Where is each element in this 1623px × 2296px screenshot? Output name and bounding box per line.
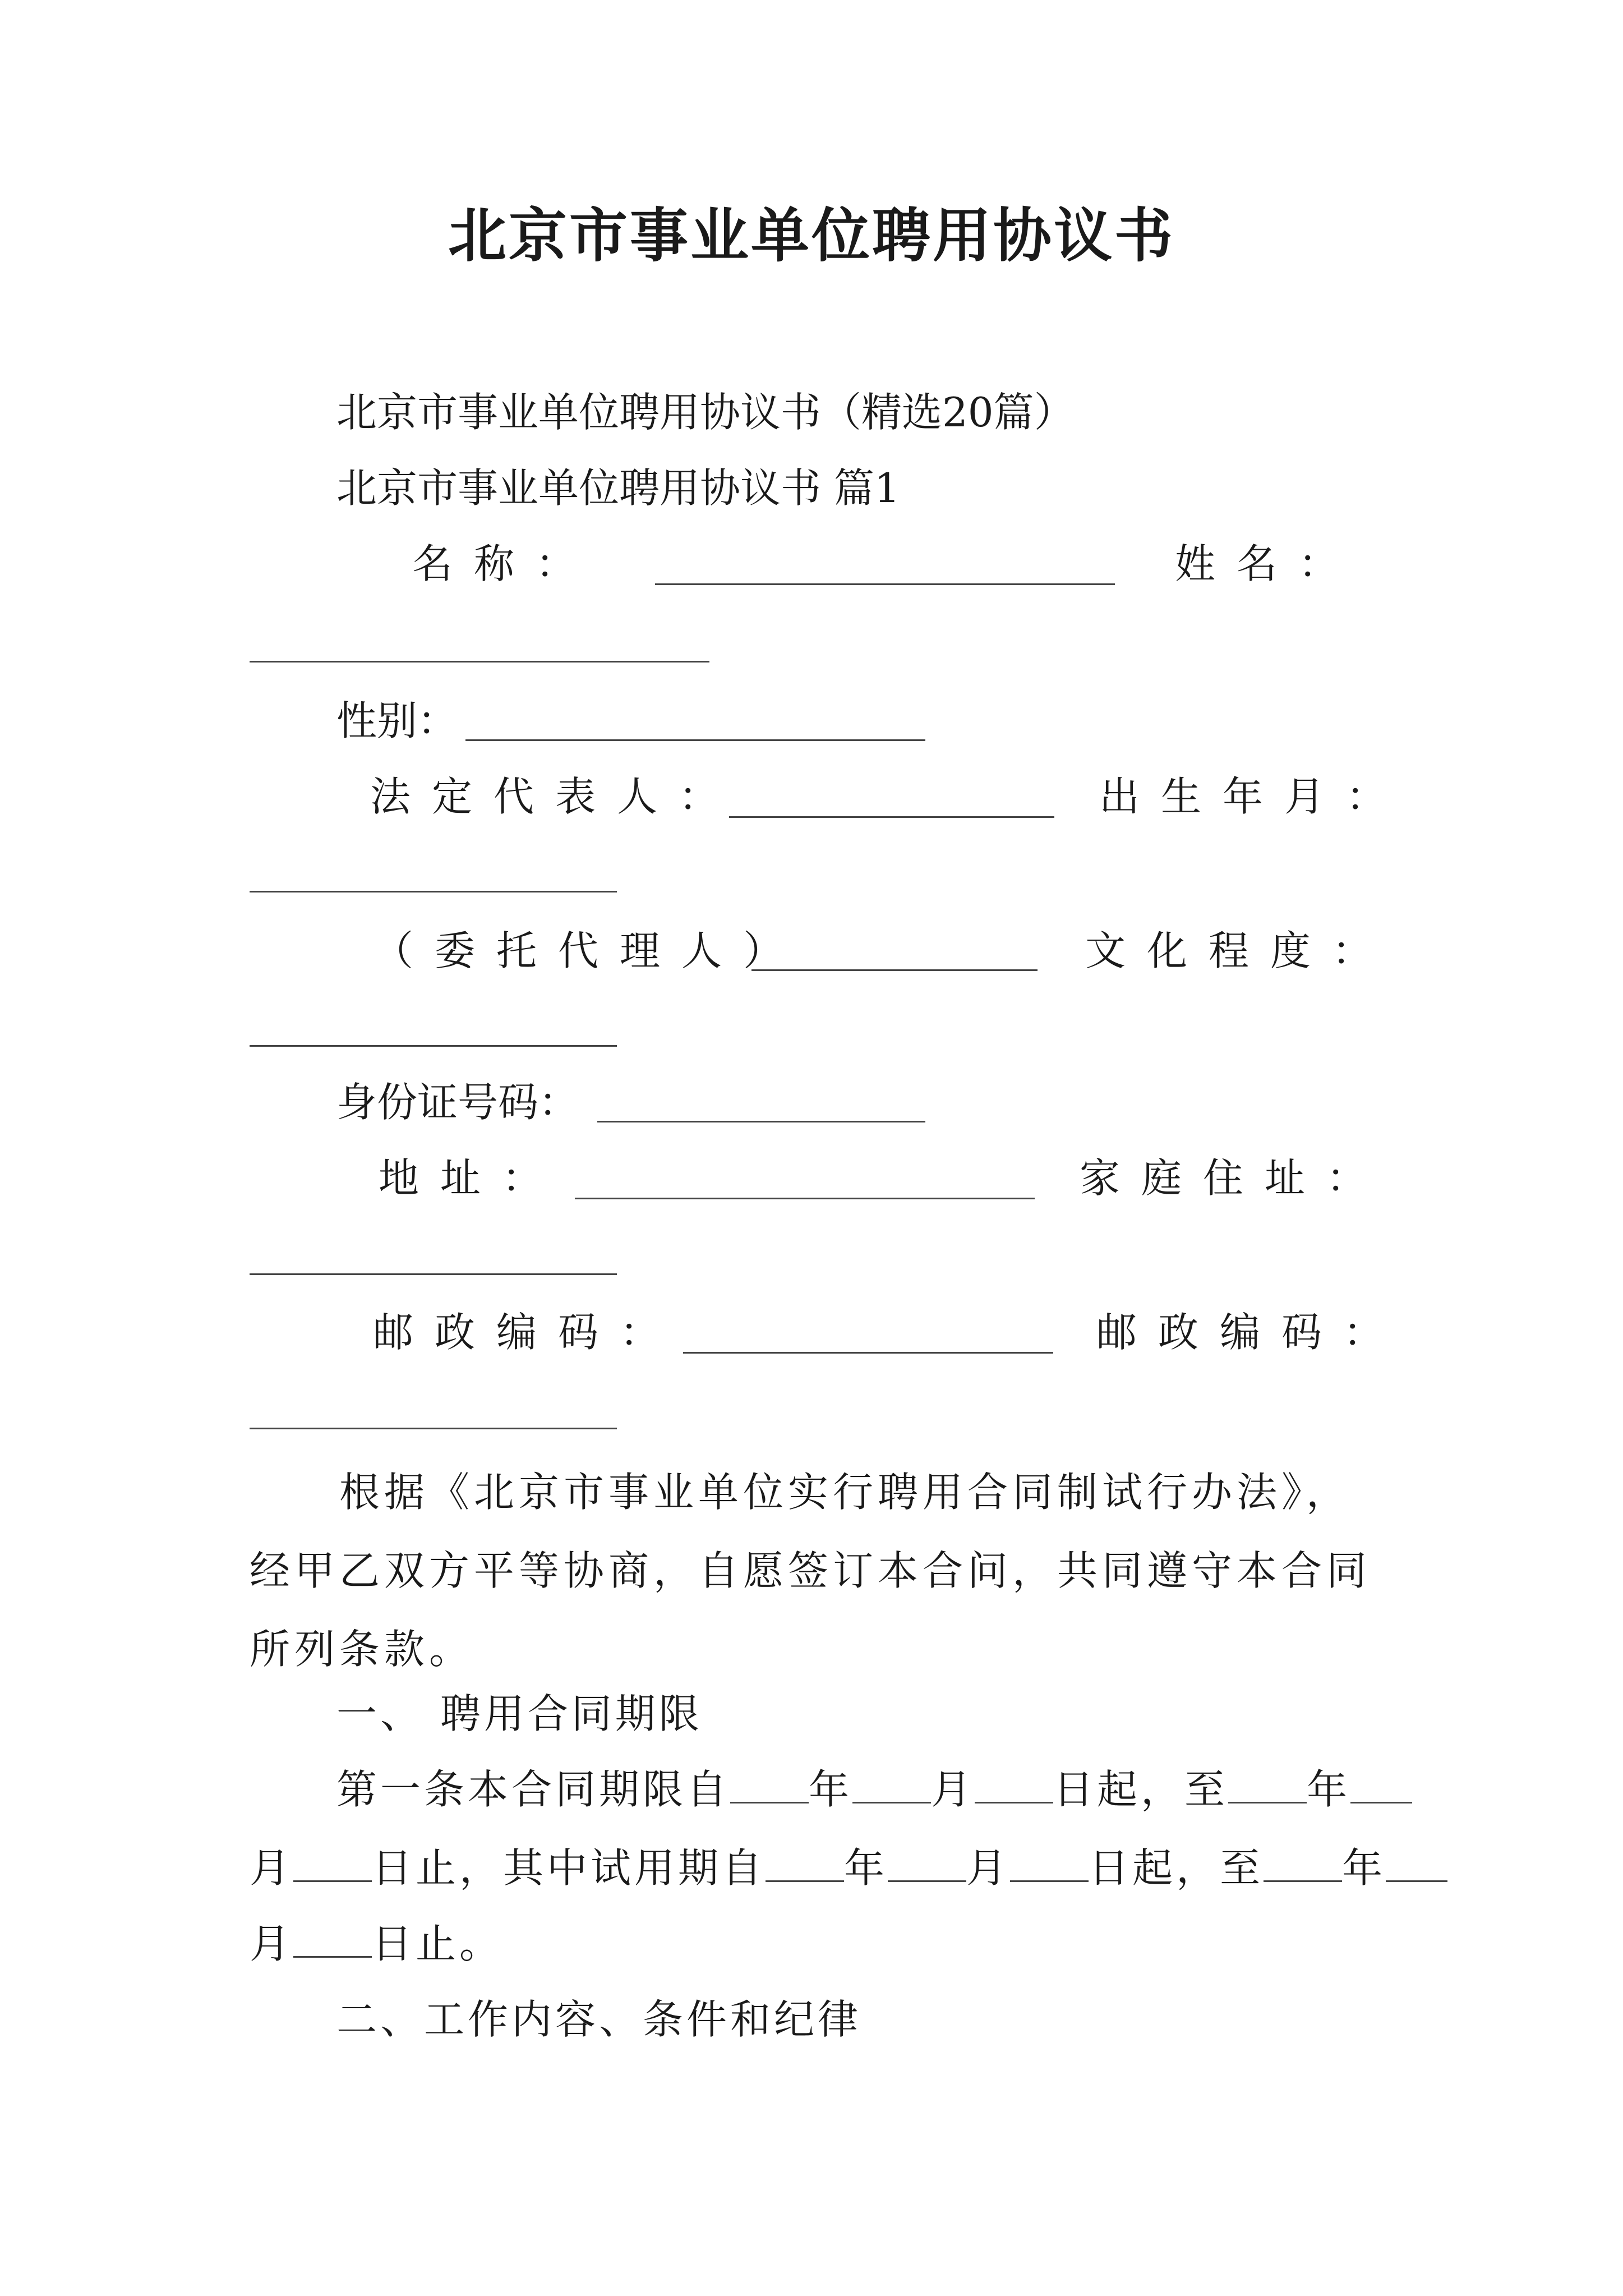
field-label-legal-rep: 法定代表人： [370,773,741,820]
field-label-postcode-b: 邮政编码： [1096,1309,1405,1356]
subtitle: 北京市事业单位聘用协议书（精选20篇） [336,389,1075,436]
field-blank-legal-rep[interactable] [729,816,1054,818]
label-year-3: 年 [844,1844,888,1892]
label-month-4: 月 [250,1920,294,1967]
document-title: 北京市事业单位聘用协议书 [448,201,1175,270]
label-year-2: 年 [1307,1766,1351,1813]
field-label-agent: （委托代理人） [373,927,805,974]
blank-trial-month-start[interactable] [888,1847,966,1882]
field-label-person-name: 姓名： [1175,540,1361,587]
field-label-education: 文化程度： [1085,927,1394,974]
field-blank-address[interactable] [575,1198,1035,1199]
intro-paragraph: 根据《北京市事业单位实行聘用合同制试行办法》，经甲乙双方平等协商，自愿签订本合问，共同遵守本合同所列条款。 [250,1469,1372,1673]
field-label-address: 地址： [379,1154,564,1202]
heading-contract-term: 一、 聘用合同期限 [336,1690,703,1737]
field-blank-postcode-a[interactable] [683,1352,1053,1354]
field-label-id: 身份证号码： [336,1079,579,1126]
clause-1-line-3 [250,1918,503,1969]
label-month: 月 [931,1766,975,1813]
field-label-home-address: 家庭住址： [1080,1154,1389,1202]
blank-trial-day-end[interactable] [293,1922,372,1958]
label-month-2: 月 [250,1844,294,1892]
blank-month-end[interactable] [1350,1768,1412,1803]
field-blank-home-address[interactable] [250,1273,617,1275]
field-label-postcode-a: 邮政编码： [373,1309,682,1356]
label-year: 年 [809,1766,853,1813]
field-label-name: 名称： [412,540,598,587]
field-label-gender: 性别： [336,697,458,744]
label-year-4: 年 [1342,1844,1386,1892]
label-day-to: 日止，其中试用期自 [372,1844,766,1892]
clause-1-line-2 [250,1843,1447,1893]
field-blank-agent[interactable] [751,969,1038,971]
field-blank-birth[interactable] [250,891,617,892]
blank-day-start[interactable] [975,1768,1053,1803]
blank-year-start[interactable] [730,1768,809,1803]
clause-1-line-1 [336,1764,1412,1815]
blank-trial-year-start[interactable] [766,1847,844,1882]
blank-day-end[interactable] [293,1847,372,1882]
field-blank-gender[interactable] [465,739,925,741]
label-day-from: 日起，至 [1053,1766,1229,1813]
clause-1-end: 日止。 [372,1920,504,1967]
blank-month-start[interactable] [852,1768,931,1803]
field-blank-id[interactable] [597,1121,925,1122]
section-title: 北京市事业单位聘用协议书 篇1 [336,464,900,512]
field-label-birth: 出生年月： [1099,773,1408,820]
field-blank-education[interactable] [250,1045,617,1047]
field-blank-name[interactable] [655,583,1115,585]
blank-trial-year-end[interactable] [1264,1847,1342,1882]
blank-trial-month-end[interactable] [1386,1847,1447,1882]
clause-1-start: 第一条本合同期限自 [336,1766,731,1813]
blank-trial-day-start[interactable] [1010,1847,1089,1882]
field-blank-postcode-b[interactable] [250,1428,617,1429]
heading-work-content: 二、工作内容、条件和纪律 [336,1996,862,2043]
blank-year-end[interactable] [1228,1768,1307,1803]
label-month-3: 月 [966,1844,1011,1892]
field-blank-person-name[interactable] [250,661,709,662]
label-day-from-2: 日起，至 [1089,1844,1264,1892]
